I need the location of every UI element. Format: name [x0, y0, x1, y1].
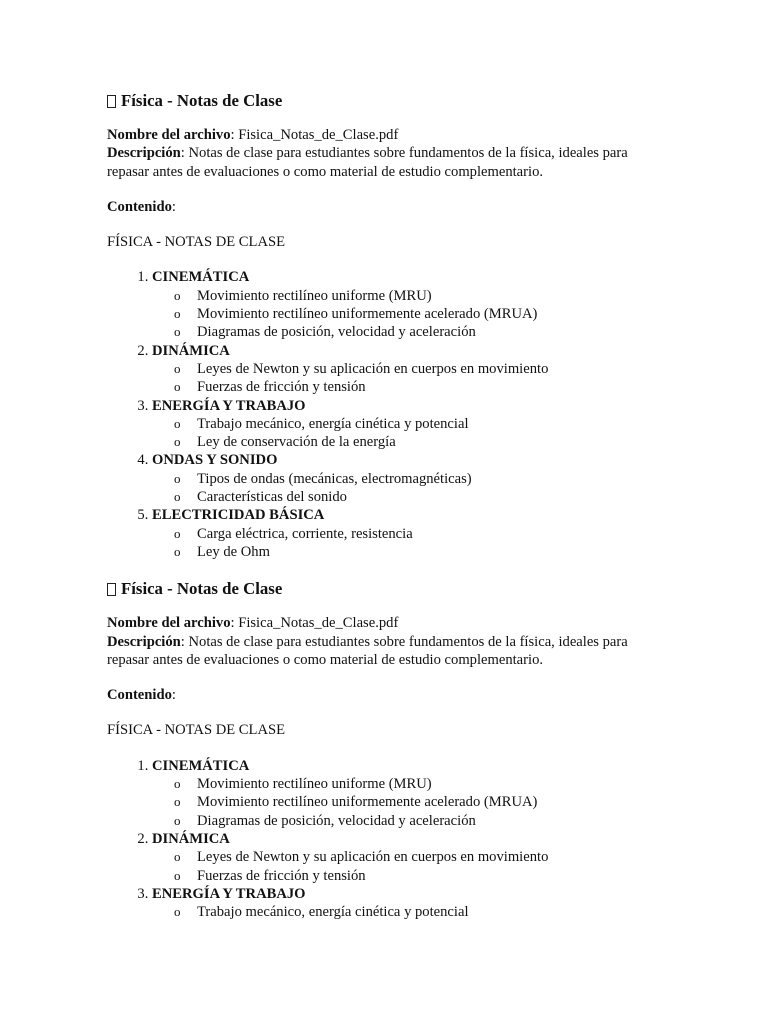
description-value: Notas de clase para estudiantes sobre fundamentos de la física, ideales para repasar antes de evaluaciones o como material de estudio complementario. — [107, 145, 628, 180]
content-label: Contenido — [107, 687, 172, 704]
topic-item: o Leyes de Newton y su aplicación en cuerpos en movimiento — [197, 360, 667, 378]
document-icon — [107, 583, 116, 596]
section-title: ONDAS Y SONIDO — [152, 452, 278, 469]
description-label: Descripción — [107, 633, 181, 650]
section-item — [152, 757, 667, 830]
topic-item: o Trabajo mecánico, energía cinética y potencial — [197, 903, 667, 921]
block-heading — [107, 90, 667, 112]
section-item — [152, 885, 667, 922]
section-title: ENERGÍA Y TRABAJO — [152, 397, 306, 414]
topic-item: o Fuerzas de fricción y tensión — [197, 867, 667, 885]
section-title: CINEMÁTICA — [152, 269, 250, 286]
topic-list — [152, 775, 667, 830]
description-label: Descripción — [107, 145, 181, 162]
file-info: Nombre del archivo: Fisica_Notas_de_Clase.pdf Descripción: Notas de clase para estudiantes sobre fundamentos de la física, ideales para repasar antes de evaluaciones o como material de estudio complementario. — [107, 615, 628, 668]
section-list — [107, 757, 667, 922]
file-label: Nombre del archivo — [107, 127, 231, 143]
section-item — [152, 342, 667, 397]
topic-list — [152, 415, 667, 452]
topic-item: o Tipos de ondas (mecánicas, electromagnéticas) — [197, 470, 667, 488]
topic-list — [152, 470, 667, 507]
document-title: FÍSICA - NOTAS DE CLASE — [107, 234, 286, 251]
section-title: CINEMÁTICA — [152, 757, 250, 774]
file-label: Nombre del archivo — [107, 615, 231, 632]
topic-item: o Carga eléctrica, corriente, resistencia — [197, 525, 667, 543]
section-item — [152, 830, 667, 885]
topic-item: o Movimiento rectilíneo uniforme (MRU) — [197, 775, 667, 793]
document-block: Física - Notas de Clase Nombre del archivo: Fisica_Notas_de_Clase.pdf Descripción: Notas de clase para estudiantes sobre fundamentos de la física, ideales para repasar antes de evaluaciones o como material de estudio complementario. Contenido: FÍSICA - NOTAS DE CLASE 1. CINEMÁTICA o Movimiento rectilíneo uniforme (MRU) o Movimiento rectilíneo uniformemente acelerado (MRUA) o Diagramas de posición, velocidad y aceleración 2. DINÁMICA o Leyes de Newton y su aplicación en cuerpos en movimiento o Fuerzas de fricción y tensión 3. ENERGÍA Y TRABAJO o Trabajo mecánico, energía cinética y potencial — [107, 578, 667, 921]
section-title: DINÁMICA — [152, 342, 230, 359]
topic-list — [152, 848, 667, 885]
topic-item: o Movimiento rectilíneo uniformemente acelerado (MRUA) — [197, 793, 667, 811]
topic-list — [152, 525, 667, 562]
section-list — [107, 268, 667, 561]
section-item — [152, 397, 667, 452]
file-info: Nombre del archivo: Fisica_Notas_de_Clase.pdf Descripción: Notas de clase para estudiantes sobre fundamentos de la física, ideales para repasar antes de evaluaciones o como material de estudio complementario. — [107, 127, 628, 180]
topic-item: o Fuerzas de fricción y tensión — [197, 378, 667, 396]
topic-item: o Leyes de Newton y su aplicación en cuerpos en movimiento — [197, 848, 667, 866]
section-title: ELECTRICIDAD BÁSICA — [152, 507, 325, 524]
block-heading — [107, 578, 667, 600]
topic-item: o Diagramas de posición, velocidad y aceleración — [197, 812, 667, 830]
topic-list — [152, 903, 667, 921]
document-icon — [107, 95, 116, 108]
topic-item: o Ley de conservación de la energía — [197, 433, 667, 451]
section-item — [152, 268, 667, 341]
heading-text: Física - Notas de Clase — [121, 579, 283, 599]
heading-text: Física - Notas de Clase — [121, 91, 283, 110]
topic-list — [152, 360, 667, 397]
section-item — [152, 506, 667, 561]
topic-item: o Características del sonido — [197, 488, 667, 506]
topic-item: o Ley de Ohm — [197, 543, 667, 561]
section-item — [152, 451, 667, 506]
document-page — [107, 90, 667, 938]
document-title: FÍSICA - NOTAS DE CLASE — [107, 722, 286, 739]
content-label: Contenido — [107, 198, 172, 215]
topic-item: o Movimiento rectilíneo uniforme (MRU) — [197, 287, 667, 305]
file-value: Fisica_Notas_de_Clase.pdf — [238, 127, 399, 143]
description-value: Notas de clase para estudiantes sobre fundamentos de la física, ideales para repasar antes de evaluaciones o como material de estudio complementario. — [107, 633, 628, 668]
document-block: Física - Notas de Clase Nombre del archivo: Fisica_Notas_de_Clase.pdf Descripción: Notas de clase para estudiantes sobre fundamentos de la física, ideales para repasar antes de evaluaciones o como material de estudio complementario. Contenido: FÍSICA - NOTAS DE CLASE 1. CINEMÁTICA o Movimiento rectilíneo uniforme (MRU) o Movimiento rectilíneo uniformemente acelerado (MRUA) o Diagramas de posición, velocidad y aceleración 2. DINÁMICA o Leyes de Newton y su aplicación en cuerpos en movimiento o Fuerzas de fricción y tensión 3. ENERGÍA Y TRABAJO o Trabajo mecánico, energía cinética y potencial o Ley de conservación de la energía 4. ONDAS Y SONIDO o Tipos de ondas (mecánicas, electromagnéticas) o Características del sonido 5. ELECTRICIDAD BÁSICA o Carga eléctrica, corriente, resistencia o Ley de Ohm — [107, 90, 667, 561]
file-value: Fisica_Notas_de_Clase.pdf — [238, 615, 399, 632]
topic-item: o Movimiento rectilíneo uniformemente acelerado (MRUA) — [197, 305, 667, 323]
section-title: ENERGÍA Y TRABAJO — [152, 885, 306, 902]
topic-list — [152, 287, 667, 342]
section-title: DINÁMICA — [152, 830, 230, 847]
topic-item: o Trabajo mecánico, energía cinética y potencial — [197, 415, 667, 433]
topic-item: o Diagramas de posición, velocidad y aceleración — [197, 323, 667, 341]
